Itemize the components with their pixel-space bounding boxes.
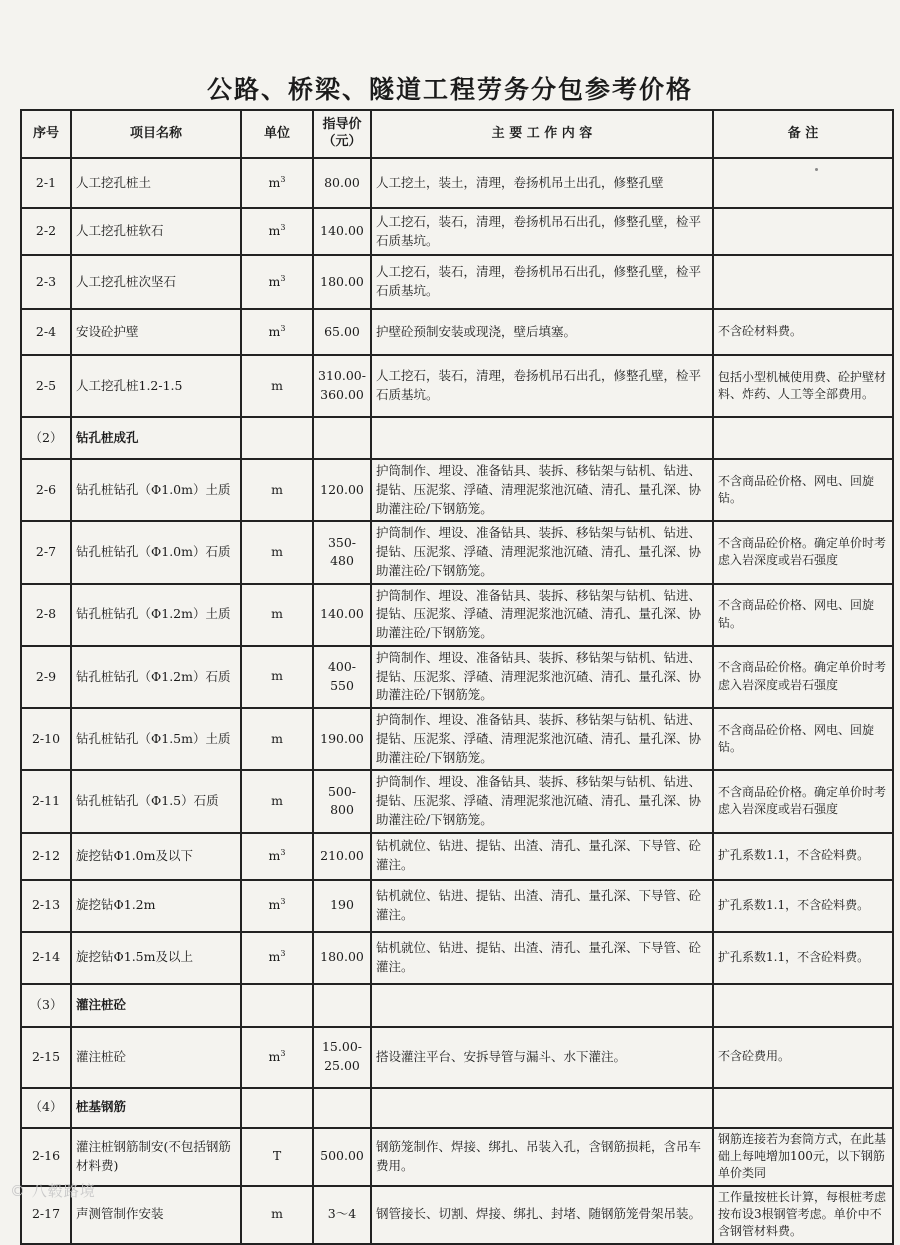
- remark: 不含砼材料费。: [713, 309, 893, 355]
- price: 210.00: [313, 833, 371, 880]
- row-number: 2-16: [21, 1128, 71, 1186]
- unit-cell: [241, 770, 313, 832]
- item-name: 灌注桩砼: [71, 1027, 241, 1088]
- work-content: 钻机就位、钻进、提钻、出渣、清孔、量孔深、下导管、砼灌注。: [371, 880, 713, 932]
- item-name: 灌注桩钢筋制安(不包括钢筋材料费): [71, 1128, 241, 1186]
- work-content: 人工挖土，装土，清理，卷扬机吊土出孔，修整孔壁: [371, 158, 713, 208]
- section-number: （3）: [21, 984, 71, 1027]
- empty-cell: [241, 417, 313, 459]
- work-content: 护筒制作、埋设、准备钻具、装拆、移钻架与钻机、钻进、提钻、压泥浆、浮碴、清理泥浆池沉碴、清孔、量孔深、协助灌注砼/下钢筋笼。: [371, 521, 713, 583]
- table-row: [21, 158, 893, 208]
- table-row: [21, 255, 893, 309]
- unit: m: [271, 606, 283, 622]
- empty-cell: [313, 984, 371, 1027]
- unit: m: [271, 377, 283, 393]
- unit: m: [268, 1048, 281, 1064]
- work-content: 钻机就位、钻进、提钻、出渣、清孔、量孔深、下导管、砼灌注。: [371, 833, 713, 880]
- item-name: 旋挖钻Φ1.5m及以上: [71, 932, 241, 984]
- unit-cell: [241, 880, 313, 932]
- remark: 钢筋连接若为套筒方式，在此基础上每吨增加100元，以下钢筋单价类同: [713, 1128, 893, 1186]
- price: 310.00-360.00: [313, 355, 371, 417]
- work-content: 钻机就位、钻进、提钻、出渣、清孔、量孔深、下导管、砼灌注。: [371, 932, 713, 984]
- item-name: 旋挖钻Φ1.2m: [71, 880, 241, 932]
- work-content: 护筒制作、埋设、准备钻具、装拆、移钻架与钻机、钻进、提钻、压泥浆、浮碴、清理泥浆池沉碴、清孔、量孔深、协助灌注砼/下钢筋笼。: [371, 584, 713, 646]
- unit: m: [271, 1206, 283, 1222]
- section-title: 灌注桩砼: [71, 984, 241, 1027]
- section-title: 钻孔桩成孔: [71, 417, 241, 459]
- table-row: [21, 1186, 893, 1244]
- row-number: 2-8: [21, 584, 71, 646]
- unit: m: [271, 668, 283, 684]
- empty-cell: [713, 417, 893, 459]
- unit: m: [271, 481, 283, 497]
- section-row: [21, 1088, 893, 1128]
- section-number: （2）: [21, 417, 71, 459]
- work-content: 钢管接长、切割、焊接、绑扎、封堵、随钢筋笼骨架吊装。: [371, 1186, 713, 1244]
- work-content: 护筒制作、埋设、准备钻具、装拆、移钻架与钻机、钻进、提钻、压泥浆、浮碴、清理泥浆池沉碴、清孔、量孔深、协助灌注砼/下钢筋笼。: [371, 770, 713, 832]
- item-name: 安设砼护壁: [71, 309, 241, 355]
- item-name: 人工挖孔桩软石: [71, 208, 241, 255]
- header-price-label: 指导价: [322, 117, 362, 133]
- table-body: [21, 158, 893, 1244]
- table-row: [21, 833, 893, 880]
- price: 190: [313, 880, 371, 932]
- remark: 包括小型机械使用费、砼护壁材料、炸药、人工等全部费用。: [713, 355, 893, 417]
- remark: 不含商品砼价格、网电、回旋钻。: [713, 584, 893, 646]
- unit-cell: [241, 833, 313, 880]
- work-content: 护筒制作、埋设、准备钻具、装拆、移钻架与钻机、钻进、提钻、压泥浆、浮碴、清理泥浆池沉碴、清孔、量孔深、协助灌注砼/下钢筋笼。: [371, 459, 713, 521]
- unit-superscript: 3: [280, 897, 286, 907]
- unit-cell: [241, 158, 313, 208]
- item-name: 人工挖孔桩次坚石: [71, 255, 241, 309]
- unit: m: [271, 544, 283, 560]
- unit-cell: [241, 932, 313, 984]
- row-number: 2-6: [21, 459, 71, 521]
- work-content: 钢筋笼制作、焊接、绑扎、吊装入孔，含钢筋损耗，含吊车费用。: [371, 1128, 713, 1186]
- price: 350-480: [313, 521, 371, 583]
- work-content: 搭设灌注平台、安拆导管与漏斗、水下灌注。: [371, 1027, 713, 1088]
- table-row: [21, 880, 893, 932]
- price: 400-550: [313, 646, 371, 708]
- empty-cell: [713, 1088, 893, 1128]
- work-content: 护筒制作、埋设、准备钻具、装拆、移钻架与钻机、钻进、提钻、压泥浆、浮碴、清理泥浆池沉碴、清孔、量孔深、协助灌注砼/下钢筋笼。: [371, 646, 713, 708]
- table-row: [21, 708, 893, 770]
- price: 65.00: [313, 309, 371, 355]
- header-price: [313, 110, 371, 158]
- section-title: 桩基钢筋: [71, 1088, 241, 1128]
- price: 3～4: [313, 1186, 371, 1244]
- row-number: 2-13: [21, 880, 71, 932]
- unit-cell: [241, 208, 313, 255]
- item-name: 钻孔桩钻孔（Φ1.5）石质: [71, 770, 241, 832]
- header-price-unit: （元）: [322, 134, 362, 149]
- table-row: [21, 309, 893, 355]
- remark: 不含砼费用。: [713, 1027, 893, 1088]
- item-name: 旋挖钻Φ1.0m及以下: [71, 833, 241, 880]
- section-number: （4）: [21, 1088, 71, 1128]
- unit: m: [268, 223, 281, 239]
- header-unit: 单位: [241, 110, 313, 158]
- price: 190.00: [313, 708, 371, 770]
- work-content: 人工挖石，装石，清理，卷扬机吊石出孔，修整孔壁，检平石质基坑。: [371, 208, 713, 255]
- table-row: [21, 355, 893, 417]
- unit: m: [268, 897, 281, 913]
- empty-cell: [313, 417, 371, 459]
- remark: [713, 158, 893, 208]
- table-row: [21, 932, 893, 984]
- unit-cell: [241, 309, 313, 355]
- row-number: 2-15: [21, 1027, 71, 1088]
- row-number: 2-4: [21, 309, 71, 355]
- table-header-row: [21, 110, 893, 158]
- price: 500-800: [313, 770, 371, 832]
- row-number: 2-5: [21, 355, 71, 417]
- header-name: 项目名称: [71, 110, 241, 158]
- unit-superscript: 3: [280, 847, 286, 857]
- row-number: 2-1: [21, 158, 71, 208]
- header-content: 主 要 工 作 内 容: [371, 110, 713, 158]
- unit-cell: [241, 355, 313, 417]
- work-content: 护筒制作、埋设、准备钻具、装拆、移钻架与钻机、钻进、提钻、压泥浆、浮碴、清理泥浆池沉碴、清孔、量孔深、协助灌注砼/下钢筋笼。: [371, 708, 713, 770]
- unit-cell: [241, 646, 313, 708]
- empty-cell: [371, 984, 713, 1027]
- table-row: [21, 521, 893, 583]
- unit: m: [268, 847, 281, 863]
- price: 180.00: [313, 932, 371, 984]
- price: 500.00: [313, 1128, 371, 1186]
- price: 15.00-25.00: [313, 1027, 371, 1088]
- unit: m: [268, 323, 281, 339]
- row-number: 2-17: [21, 1186, 71, 1244]
- empty-cell: [371, 1088, 713, 1128]
- table-row: [21, 770, 893, 832]
- row-number: 2-11: [21, 770, 71, 832]
- item-name: 钻孔桩钻孔（Φ1.0m）石质: [71, 521, 241, 583]
- remark: 不含商品砼价格、网电、回旋钻。: [713, 708, 893, 770]
- empty-cell: [713, 984, 893, 1027]
- unit: T: [272, 1148, 282, 1164]
- unit-superscript: 3: [280, 949, 286, 959]
- price: 80.00: [313, 158, 371, 208]
- header-note: 备 注: [713, 110, 893, 158]
- remark: 不含商品砼价格、网电、回旋钻。: [713, 459, 893, 521]
- unit-cell: [241, 584, 313, 646]
- price-table: [20, 109, 894, 1245]
- item-name: 钻孔桩钻孔（Φ1.0m）土质: [71, 459, 241, 521]
- remark: [713, 255, 893, 309]
- remark: 扩孔系数1.1，不含砼料费。: [713, 833, 893, 880]
- price: 120.00: [313, 459, 371, 521]
- table-row: [21, 208, 893, 255]
- unit-superscript: 3: [280, 223, 286, 233]
- empty-cell: [241, 1088, 313, 1128]
- item-name: 人工挖孔桩土: [71, 158, 241, 208]
- section-row: [21, 417, 893, 459]
- remark: 扩孔系数1.1，不含砼料费。: [713, 932, 893, 984]
- unit-cell: [241, 1027, 313, 1088]
- item-name: 钻孔桩钻孔（Φ1.5m）土质: [71, 708, 241, 770]
- remark: 扩孔系数1.1，不含砼料费。: [713, 880, 893, 932]
- work-content: 护壁砼预制安装或现浇，壁后填塞。: [371, 309, 713, 355]
- row-number: 2-2: [21, 208, 71, 255]
- table-row: [21, 1128, 893, 1186]
- table-row: [21, 646, 893, 708]
- price: 140.00: [313, 584, 371, 646]
- work-content: 人工挖石，装石，清理，卷扬机吊石出孔，修整孔壁，检平石质基坑。: [371, 255, 713, 309]
- item-name: 钻孔桩钻孔（Φ1.2m）土质: [71, 584, 241, 646]
- header-no: 序号: [21, 110, 71, 158]
- row-number: 2-9: [21, 646, 71, 708]
- remark: 不含商品砼价格。确定单价时考虑入岩深度或岩石强度: [713, 646, 893, 708]
- item-name: 钻孔桩钻孔（Φ1.2m）石质: [71, 646, 241, 708]
- unit-cell: [241, 459, 313, 521]
- table-row: [21, 584, 893, 646]
- unit-cell: [241, 521, 313, 583]
- unit-superscript: 3: [280, 1048, 286, 1058]
- table-row: [21, 1027, 893, 1088]
- row-number: 2-3: [21, 255, 71, 309]
- unit-superscript: 3: [280, 174, 286, 184]
- row-number: 2-12: [21, 833, 71, 880]
- unit-cell: [241, 1128, 313, 1186]
- watermark: © 八毂路境: [10, 1182, 96, 1200]
- price: 140.00: [313, 208, 371, 255]
- remark: [713, 208, 893, 255]
- unit-cell: [241, 1186, 313, 1244]
- remark: 不含商品砼价格。确定单价时考虑入岩深度或岩石强度: [713, 521, 893, 583]
- unit-cell: [241, 255, 313, 309]
- unit: m: [271, 793, 283, 809]
- remark: 工作量按桩长计算，每根桩考虑按布设3根钢管考虑。单价中不含钢管材料费。: [713, 1186, 893, 1244]
- empty-cell: [313, 1088, 371, 1128]
- unit: m: [271, 730, 283, 746]
- unit: m: [268, 949, 281, 965]
- empty-cell: [371, 417, 713, 459]
- item-name: 声测管制作安装: [71, 1186, 241, 1244]
- empty-cell: [241, 984, 313, 1027]
- row-number: 2-7: [21, 521, 71, 583]
- unit: m: [268, 174, 281, 190]
- unit-superscript: 3: [280, 323, 286, 333]
- section-row: [21, 984, 893, 1027]
- price: 180.00: [313, 255, 371, 309]
- unit-cell: [241, 708, 313, 770]
- work-content: 人工挖石，装石，清理，卷扬机吊石出孔，修整孔壁，检平石质基坑。: [371, 355, 713, 417]
- unit-superscript: 3: [280, 273, 286, 283]
- table-row: [21, 459, 893, 521]
- page-title: 公路、桥梁、隧道工程劳务分包参考价格: [206, 75, 693, 104]
- item-name: 人工挖孔桩1.2-1.5: [71, 355, 241, 417]
- row-number: 2-14: [21, 932, 71, 984]
- unit: m: [268, 273, 281, 289]
- row-number: 2-10: [21, 708, 71, 770]
- remark: 不含商品砼价格。确定单价时考虑入岩深度或岩石强度: [713, 770, 893, 832]
